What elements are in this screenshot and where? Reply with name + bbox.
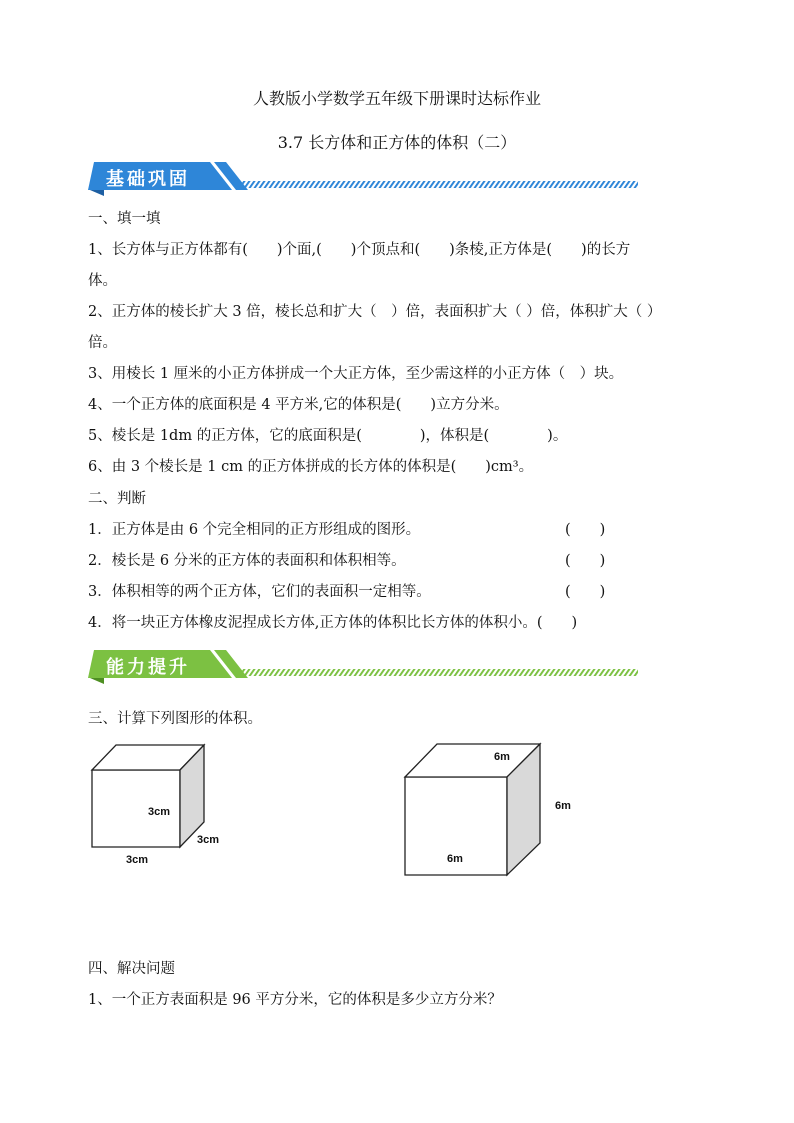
question-1-line2: 体。 bbox=[88, 273, 117, 289]
part1-heading: 一、填一填 bbox=[88, 211, 161, 227]
banner-basic-label: 基础巩固 bbox=[106, 169, 190, 190]
banner-advanced-label: 能力提升 bbox=[106, 657, 190, 678]
judge-1-paren: ( ) bbox=[565, 522, 606, 538]
part3-heading: 三、计算下列图形的体积。 bbox=[88, 711, 262, 727]
cube1-depth-label: 3cm bbox=[197, 834, 220, 846]
problem-1: 1、一个正方表面积是 96 平方分米，它的体积是多少立方分米？ bbox=[88, 992, 502, 1008]
cube-6m-figure bbox=[395, 735, 555, 885]
judge-4: 4．将一块正方体橡皮泥捏成长方体,正方体的体积比长方体的体积小。( ) bbox=[88, 615, 578, 631]
question-1-line1: 1、长方体与正方体都有( )个面,( )个顶点和( )条棱,正方体是( )的长方 bbox=[88, 242, 631, 258]
question-6: 6、由 3 个棱长是 1 cm 的正方体拼成的长方体的体积是( )cm³。 bbox=[88, 459, 534, 475]
judge-2: 2．棱长是 6 分米的正方体的表面积和体积相等。 bbox=[88, 553, 406, 569]
page-title: 人教版小学数学五年级下册课时达标作业 bbox=[252, 89, 541, 108]
part4-heading: 四、解决问题 bbox=[88, 961, 175, 977]
page-subtitle: 3.7 长方体和正方体的体积（二） bbox=[277, 133, 517, 152]
cube2-right-label: 6m bbox=[555, 800, 571, 812]
section-banner-basic bbox=[88, 160, 648, 196]
cube2-top-label: 6m bbox=[494, 751, 510, 763]
question-2-line1: 2、正方体的棱长扩大 3 倍，棱长总和扩大（ ）倍，表面积扩大（ ）倍，体积扩大（ ） bbox=[88, 304, 662, 320]
cube1-width-label: 3cm bbox=[126, 854, 149, 866]
judge-3: 3．体积相等的两个正方体，它们的表面积一定相等。 bbox=[88, 584, 431, 600]
question-3: 3、用棱长 1 厘米的小正方体拼成一个大正方体，至少需这样的小正方体（ ）块。 bbox=[88, 366, 624, 382]
question-2-line2: 倍。 bbox=[88, 335, 117, 351]
question-4: 4、一个正方体的底面积是 4 平方米,它的体积是( )立方分米。 bbox=[88, 397, 509, 413]
cube-3cm-figure bbox=[80, 735, 260, 875]
cube1-height-label: 3cm bbox=[148, 806, 171, 818]
section-banner-advanced bbox=[88, 648, 648, 684]
judge-3-paren: ( ) bbox=[565, 584, 606, 600]
part2-heading: 二、判断 bbox=[88, 491, 146, 507]
judge-1: 1．正方体是由 6 个完全相同的正方形组成的图形。 bbox=[88, 522, 421, 538]
cube2-bottom-label: 6m bbox=[447, 853, 463, 865]
judge-2-paren: ( ) bbox=[565, 553, 606, 569]
question-5: 5、棱长是 1dm 的正方体，它的底面积是( )，体积是( )。 bbox=[88, 428, 568, 444]
